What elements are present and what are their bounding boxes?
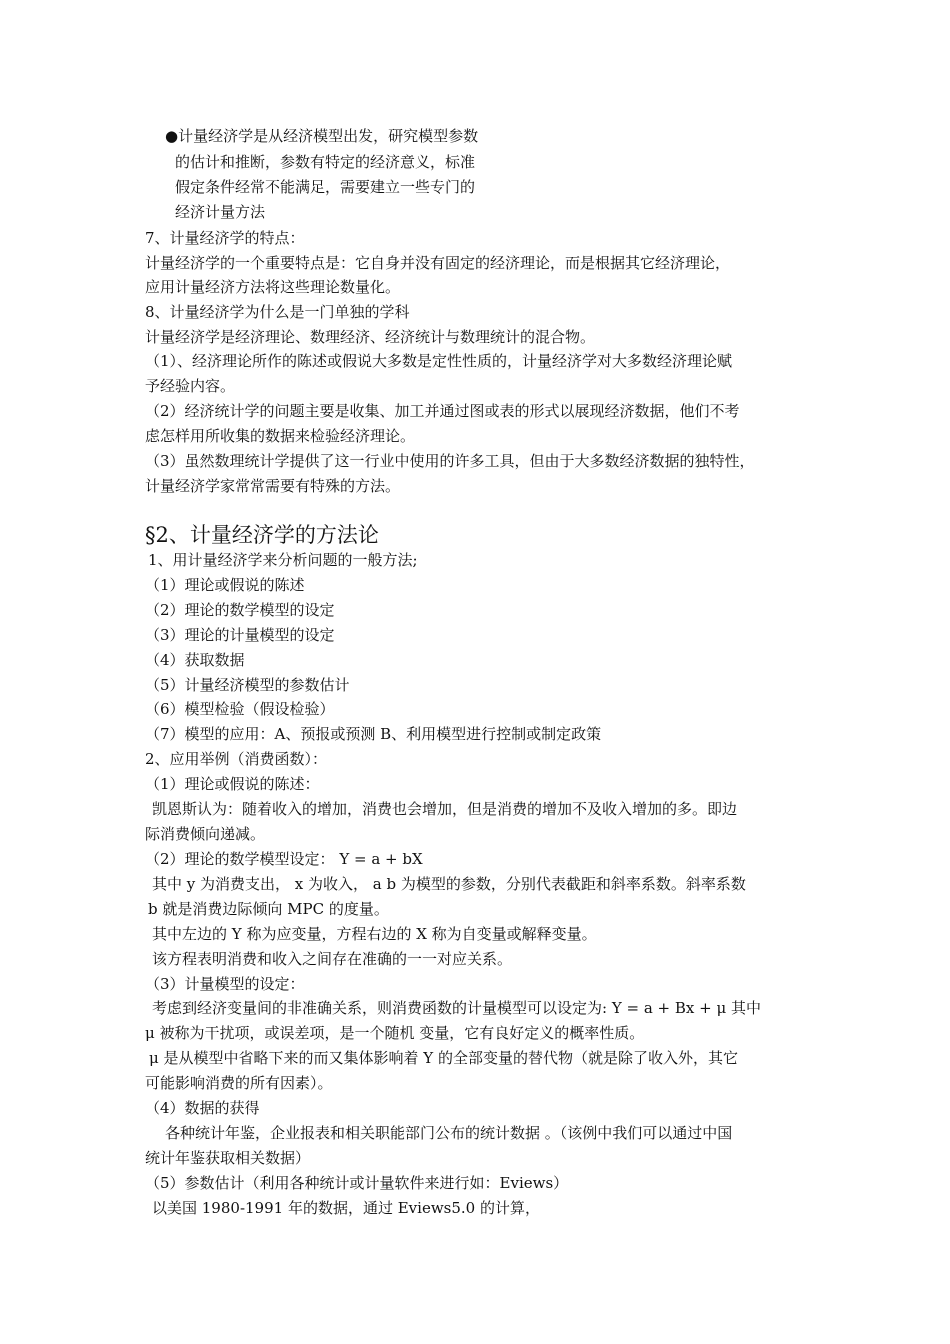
example4-line-1: 各种统计年鉴，企业报表和相关职能部门公布的统计数据 。（该例中我们可以通过中国 xyxy=(165,1124,733,1142)
example5-line-1: 以美国 1980-1991 年的数据，通过 Eviews5.0 的计算， xyxy=(152,1199,540,1217)
section7-paragraph-line-1: 计量经济学的一个重要特点是：它自身并没有固定的经济理论，而是根据其它经济理论， xyxy=(145,254,731,272)
example4-title: （4）数据的获得 xyxy=(145,1099,260,1117)
example3-title: （3）计量模型的设定： xyxy=(145,975,305,993)
example2-title: （2）理论的数学模型设定： Y = a + bX xyxy=(145,850,423,868)
example2-line-3: 其中左边的 Y 称为应变量，方程右边的 X 称为自变量或解释变量。 xyxy=(152,925,597,943)
method-step-6: （6）模型检验（假设检验） xyxy=(145,700,335,718)
bullet-line-2: 的估计和推断，参数有特定的经济意义，标准 xyxy=(175,153,476,171)
section8-item3-line-1: （3）虽然数理统计学提供了这一行业中使用的许多工具，但由于大多数经济数据的独特性， xyxy=(145,452,755,470)
method-step-2: （2）理论的数学模型的设定 xyxy=(145,601,335,619)
example3-line-2: μ 被称为干扰项，或误差项，是一个随机 变量，它有良好定义的概率性质。 xyxy=(145,1024,645,1042)
method-step-4: （4）获取数据 xyxy=(145,651,245,669)
section7-paragraph-line-2: 应用计量经济方法将这些理论数量化。 xyxy=(145,278,401,296)
example3-line-3: μ 是从模型中省略下来的而又集体影响着 Y 的全部变量的替代物（就是除了收入外，其它 xyxy=(149,1049,738,1067)
section8-item1-line-1: （1）、经济理论所作的陈述或假说大多数是定性性质的，计量经济学对大多数经济理论赋 xyxy=(145,352,733,370)
section8-item1-line-2: 予经验内容。 xyxy=(145,377,236,395)
example2-line-2: b 就是消费边际倾向 MPC 的度量。 xyxy=(148,900,389,918)
method-step-7: （7）模型的应用：A、预报或预测 B、利用模型进行控制或制定政策 xyxy=(145,725,602,743)
example3-line-4: 可能影响消费的所有因素）。 xyxy=(145,1074,333,1092)
example4-line-2: 统计年鉴获取相关数据） xyxy=(145,1149,311,1167)
method-step-1: （1）理论或假说的陈述 xyxy=(145,576,305,594)
method-step-5: （5）计量经济模型的参数估计 xyxy=(145,676,350,694)
section2-subheading-2: 2、应用举例（消费函数）： xyxy=(145,750,328,768)
example2-line-4: 该方程表明消费和收入之间存在准确的一一对应关系。 xyxy=(152,950,513,968)
section8-item3-line-2: 计量经济学家常常需要有特殊的方法。 xyxy=(145,477,401,495)
bullet-line-1: ●计量经济学是从经济模型出发，研究模型参数 xyxy=(165,127,479,145)
section7-title: 7、计量经济学的特点： xyxy=(145,229,305,247)
bullet-line-3: 假定条件经常不能满足，需要建立一些专门的 xyxy=(175,178,476,196)
bullet-line-4: 经济计量方法 xyxy=(175,203,266,221)
section8-intro: 计量经济学是经济理论、数理经济、经济统计与数理统计的混合物。 xyxy=(145,328,596,346)
example1-line-2: 际消费倾向递减。 xyxy=(145,825,266,843)
section8-item2-line-2: 虑怎样用所收集的数据来检验经济理论。 xyxy=(145,427,416,445)
example3-line-1: 考虑到经济变量间的非准确关系，则消费函数的计量模型可以设定为: Y = a + Bx + μ 其中 xyxy=(152,999,761,1017)
example1-title: （1）理论或假说的陈述： xyxy=(145,775,320,793)
section2-heading: §2、计量经济学的方法论 xyxy=(145,523,379,547)
example5-title: （5）参数估计（利用各种统计或计量软件来进行如：Eviews） xyxy=(145,1174,569,1192)
section2-subheading-1: 1、用计量经济学来分析问题的一般方法; xyxy=(148,551,418,569)
section8-item2-line-1: （2）经济统计学的问题主要是收集、加工并通过图或表的形式以展现经济数据，他们不考 xyxy=(145,402,740,420)
example2-line-1: 其中 y 为消费支出， x 为收入， a b 为模型的参数，分别代表截距和斜率系数。斜率系数 xyxy=(152,875,746,893)
example1-line-1: 凯恩斯认为：随着收入的增加，消费也会增加，但是消费的增加不及收入增加的多。即边 xyxy=(152,800,738,818)
section8-title: 8、计量经济学为什么是一门单独的学科 xyxy=(145,303,410,321)
method-step-3: （3）理论的计量模型的设定 xyxy=(145,626,335,644)
